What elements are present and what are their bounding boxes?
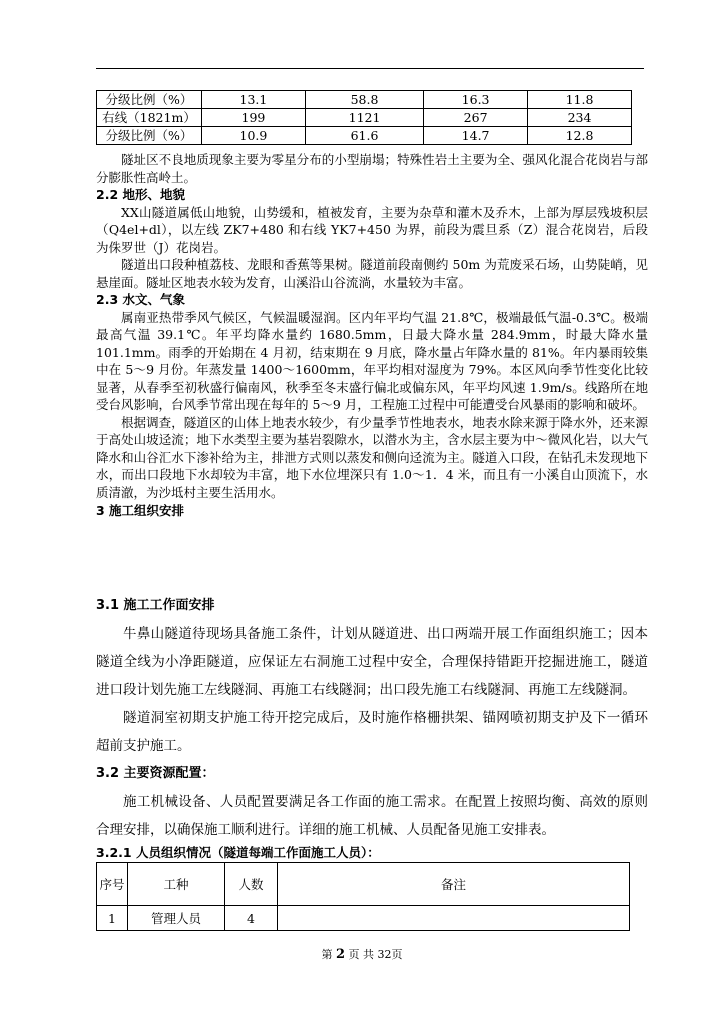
- header-no: 序号: [97, 863, 128, 906]
- header-rule: [96, 68, 644, 69]
- section-3-body: [96, 592, 648, 862]
- staff-table: [96, 862, 630, 931]
- section-2-body: [96, 151, 648, 520]
- cell-note: [278, 906, 630, 931]
- hydrology-paragraph: 根据调查，隧道区的山体上地表水较少，有少量季节性地表水，地表水除来源于降水外，还来源于高处山坡迳流；地下水类型主要为基岩裂隙水，以潜水为主，含水层主要为中～微风化岩，以大气降水和山谷汇水下渗补给为主，排泄方式则以蒸发和侧向迳流为主。隧道入口段，在钻孔未发现地下水，而出口段地下水却较为丰富，地下水位埋深只有 1.0～1．4 米，而且有一小溪自山顶流下，水质清澈，为沙坻村主要生活用水。: [96, 414, 648, 500]
- heading-3-2-1: 3.2.1 人员组织情况（隧道每端工作面施工人员）：: [96, 845, 380, 860]
- terrain-paragraph-1: XX山隧道属低山地貌，山势缓和，植被发育，主要为杂草和灌木及乔木，上部为厚层残坡积层（Q4el+dl），以左线 ZK7+480 和右线 YK7+450 为界，前段为震旦系（Z）混合花岗岩，后段为侏罗世（J）花岗岩。: [96, 204, 648, 255]
- geology-paragraph: 隧址区不良地质现象主要为零星分布的小型崩塌；特殊性岩土主要为全、强风化混合花岗岩与部分膨胀性高岭土。: [96, 152, 648, 185]
- table-cell: 58.8: [305, 91, 423, 109]
- row-label: 分级比例（%）: [97, 127, 202, 145]
- heading-3: 3 施工组织安排: [96, 503, 185, 518]
- table-header-row: [97, 863, 630, 906]
- rock-grade-table: [96, 90, 632, 145]
- row-label: 右线（1821m）: [97, 109, 202, 127]
- table-cell: 1121: [305, 109, 423, 127]
- page-total: 32: [377, 948, 392, 961]
- table-cell: 199: [202, 109, 306, 127]
- table-cell: 13.1: [202, 91, 306, 109]
- table-cell: 267: [424, 109, 528, 127]
- cell-no: 1: [97, 906, 128, 931]
- page-footer: [0, 946, 724, 962]
- climate-paragraph: 属南亚热带季风气候区，气候温暖湿润。区内年平均气温 21.8℃，极端最低气温-0.3℃。极端最高气温 39.1℃。年平均降水量约 1680.5mm，日最大降水量 284.9mm，时最大降水量 101.1mm。雨季的开始期在 4 月初，结束期在 9 月底，降水量占年降水量的 81%。年内暴雨较集中在 5～9 月份。年蒸发量 1400～1600mm，年平均相对湿度为 79%。本区风向季节性变化比较显著，从春季至初秋盛行偏南风，秋季至冬末盛行偏北或偏东风，年平均风速 1.9m/s。线路所在地受台风影响，台风季节常出现在每年的 5～9 月，工程施工过程中可能遭受台风暴雨的影响和破坏。: [96, 309, 648, 412]
- table-row: [97, 109, 632, 127]
- header-count: 人数: [225, 863, 278, 906]
- footer-prefix: 第: [321, 948, 333, 961]
- header-note: 备注: [278, 863, 630, 906]
- terrain-paragraph-2: 隧道出口段种植荔枝、龙眼和香蕉等果树。隧道前段南侧约 50m 为荒废采石场，山势陡峭，见悬崖面。隧址区地表水较为发育，山溪沿山谷流淌，水量较为丰富。: [96, 257, 648, 290]
- table-cell: 234: [528, 109, 632, 127]
- table-cell: 11.8: [528, 91, 632, 109]
- table-cell: 12.8: [528, 127, 632, 145]
- footer-middle: 页 共: [348, 948, 375, 961]
- heading-3-2: 3.2 主要资源配置：: [96, 766, 215, 781]
- page-number: 2: [335, 947, 346, 962]
- table-cell: 10.9: [202, 127, 306, 145]
- table-row: [97, 127, 632, 145]
- workface-paragraph-1: 牛鼻山隧道待现场具备施工条件，计划从隧道进、出口两端开展工作面组织施工；因本隧道全线为小净距隧道，应保证左右洞施工过程中安全，合理保持错距开挖掘进施工，隧道进口段计划先施工左线隧洞、再施工右线隧洞；出口段先施工右线隧洞、再施工左线隧洞。: [96, 626, 648, 698]
- table-cell: 61.6: [305, 127, 423, 145]
- header-type: 工种: [128, 863, 225, 906]
- table-row: [97, 91, 632, 109]
- table-row: [97, 906, 630, 931]
- workface-paragraph-2: 隧道洞室初期支护施工待开挖完成后，及时施作格栅拱架、锚网喷初期支护及下一循环超前支护施工。: [96, 710, 648, 754]
- cell-type: 管理人员: [128, 906, 225, 931]
- heading-3-1: 3.1 施工工作面安排: [96, 598, 215, 613]
- table-cell: 14.7: [424, 127, 528, 145]
- heading-2-3: 2.3 水文、气象: [96, 292, 185, 307]
- heading-2-2: 2.2 地形、地貌: [96, 187, 185, 202]
- footer-suffix: 页: [391, 948, 403, 961]
- row-label: 分级比例（%）: [97, 91, 202, 109]
- table-cell: 16.3: [424, 91, 528, 109]
- cell-count: 4: [225, 906, 278, 931]
- resource-paragraph: 施工机械设备、人员配置要满足各工作面的施工需求。在配置上按照均衡、高效的原则合理安排，以确保施工顺利进行。详细的施工机械、人员配备见施工安排表。: [96, 794, 648, 838]
